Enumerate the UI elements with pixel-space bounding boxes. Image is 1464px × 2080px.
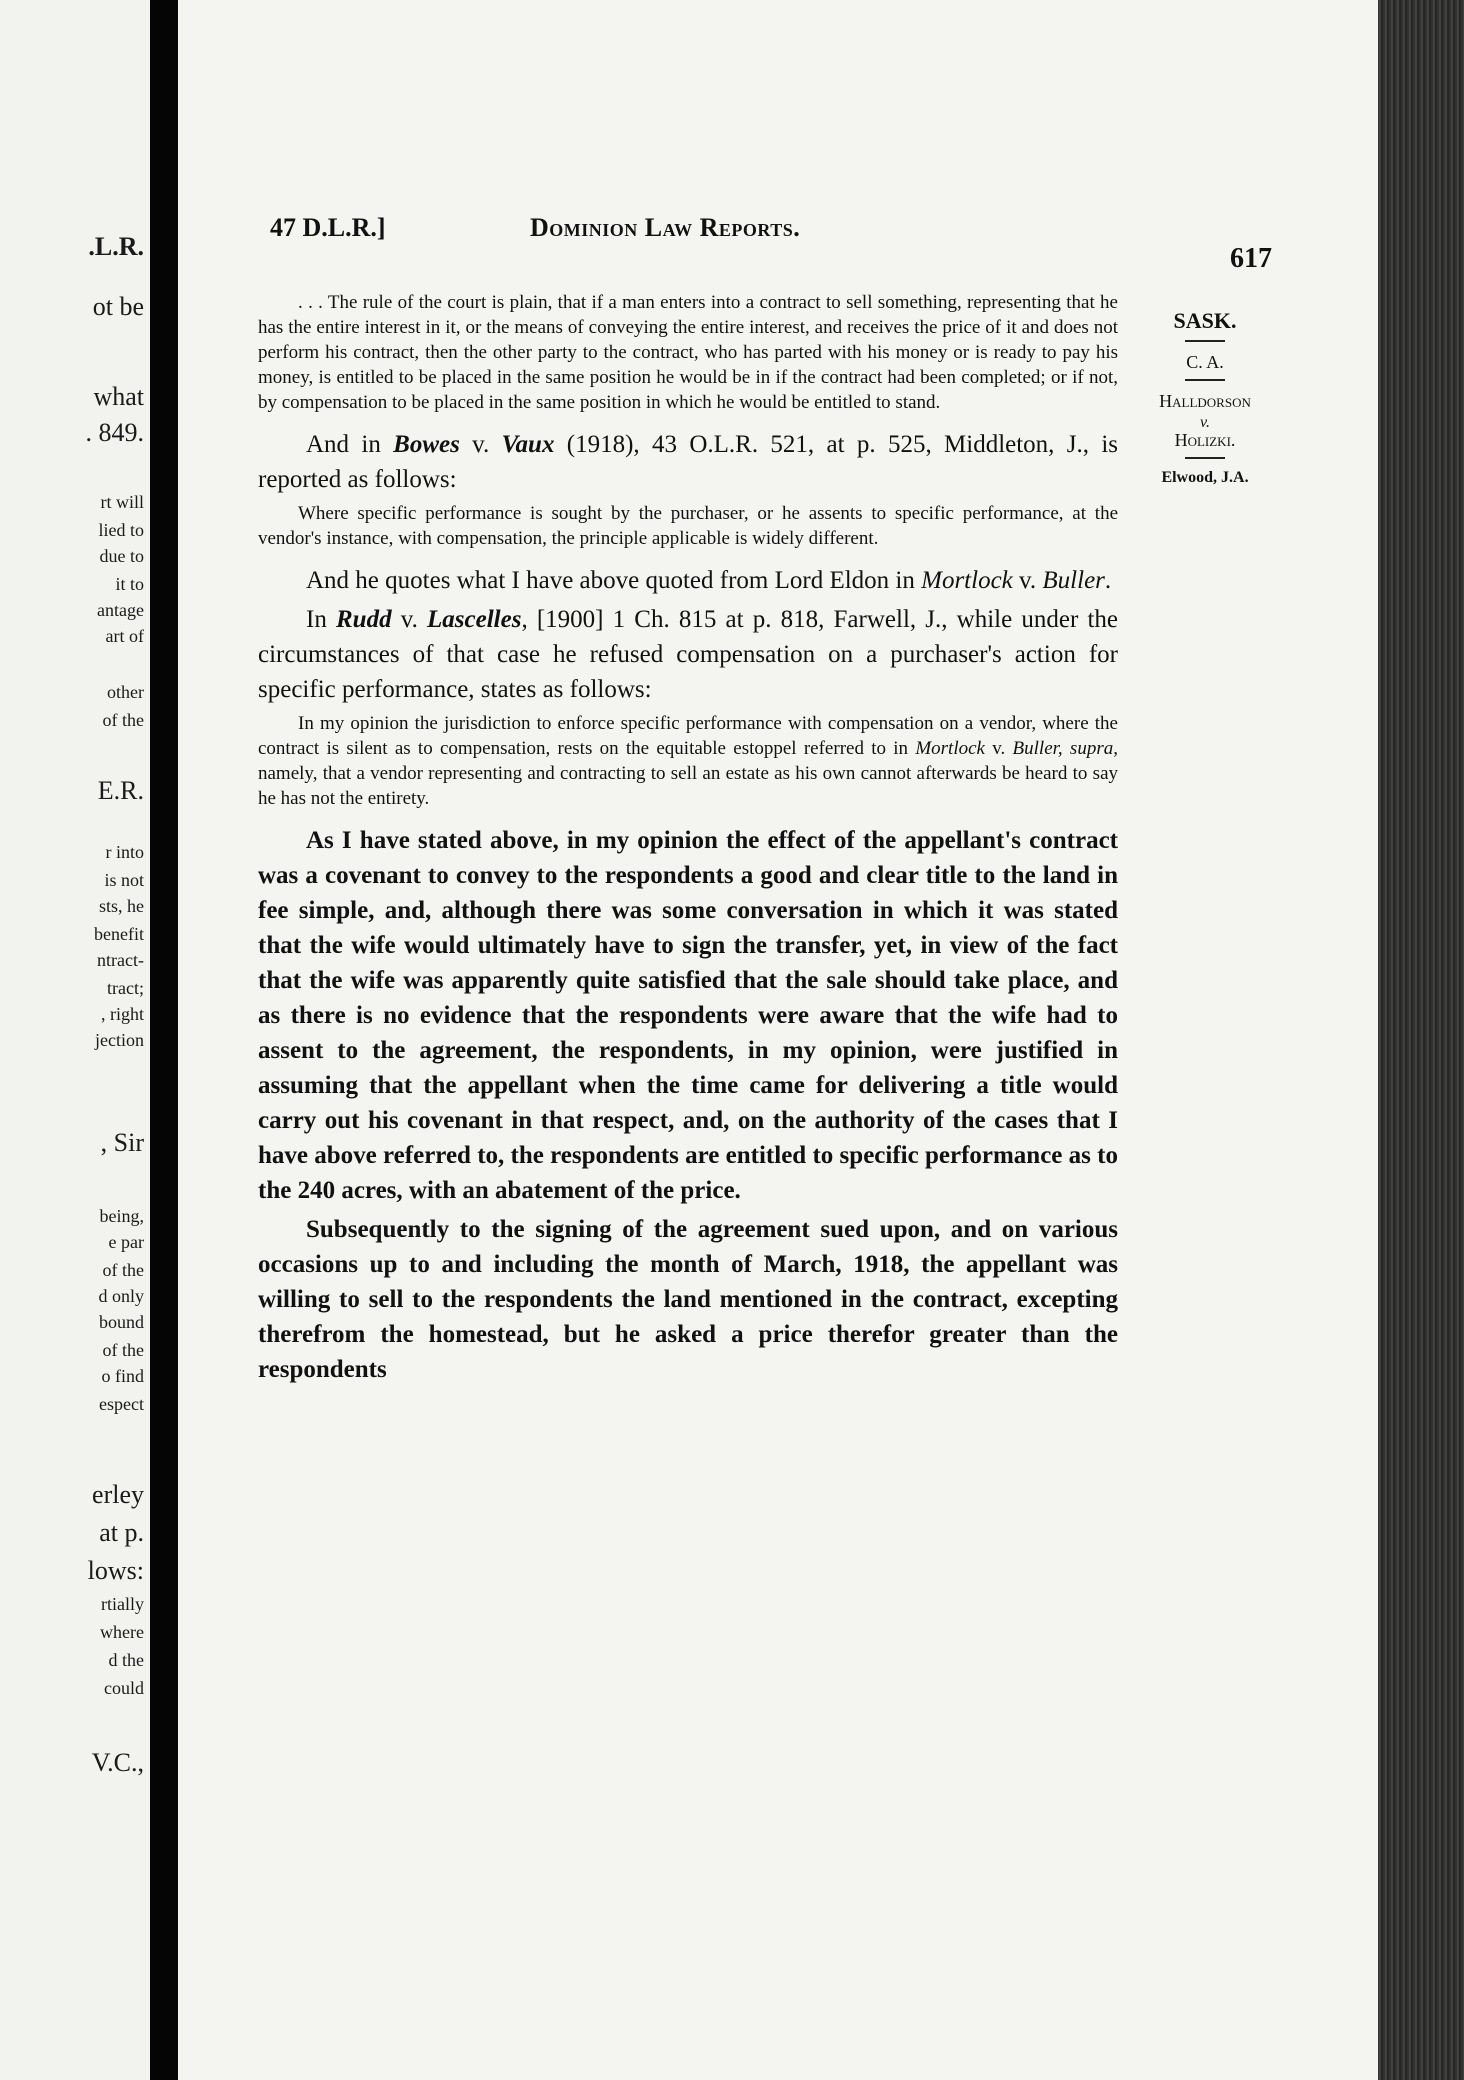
facing-page-fragment: it to (115, 574, 144, 594)
facing-page-fragment: benefit (94, 924, 144, 944)
facing-page-fragment: bound (99, 1312, 144, 1332)
facing-page-fragment: rtially (101, 1594, 144, 1614)
facing-page-fragment: o find (101, 1366, 144, 1386)
facing-page-fragment: antage (97, 600, 144, 620)
margin-rule (1185, 340, 1225, 342)
paragraph-1: And in Bowes v. Vaux (1918), 43 O.L.R. 521, at p. 525, Middleton, J., is reported as follows: (258, 431, 1118, 493)
paragraph-3: In Rudd v. Lascelles, [1900] 1 Ch. 815 at p. 818, Farwell, J., while under the circumstances of that case he refused compensation on a purchaser's action for specific performance, states as follows: (258, 606, 1118, 703)
facing-page-fragment: of the (102, 1260, 144, 1280)
facing-page-fragment: where (100, 1622, 144, 1642)
case-name: Buller, supra (1012, 738, 1114, 759)
margin-rule (1185, 379, 1225, 381)
case-name: Rudd (335, 606, 392, 633)
facing-page-fragment: at p. (99, 1518, 144, 1547)
facing-page-fragment: ot be (92, 292, 144, 321)
facing-page-fragment: r into (105, 842, 144, 862)
facing-page-fragment: d the (108, 1650, 144, 1670)
facing-page-fragment: of the (102, 710, 144, 730)
case-name: Mortlock (915, 738, 985, 759)
judge-label: Elwood, J.A. (1161, 469, 1249, 486)
facing-page-fragment: other (107, 682, 144, 702)
paragraph-2: And he quotes what I have above quoted from Lord Eldon in Mortlock v. Buller. (306, 567, 1112, 594)
facing-page-fragment: . 849. (85, 418, 144, 447)
facing-page-fragment: due to (99, 546, 144, 566)
facing-page-fragment: , Sir (100, 1128, 144, 1157)
facing-page-fragment: art of (105, 626, 144, 646)
facing-page-fragment: what (93, 382, 144, 411)
facing-page-fragment: espect (99, 1394, 144, 1414)
facing-page-fragment: .L.R. (88, 232, 144, 261)
facing-page-fragment: of the (102, 1340, 144, 1360)
margin-rule (1185, 457, 1225, 459)
book-gutter (150, 0, 178, 2080)
facing-page-fragment: jection (95, 1030, 144, 1050)
court-label: C. A. (1186, 352, 1224, 372)
reporter-citation: 47 D.L.R.] (270, 213, 386, 242)
versus: v. (1200, 414, 1210, 431)
running-header (270, 213, 1290, 274)
block-quote-1: . . . The rule of the court is plain, that if a man enters into a contract to sell something, representing that he has the entire interest in it, or the means of conveying the entire interest, and receives the price of it and does not perform his contract, then the other party to the contract, who has parted with his money or is ready to pay his money, is entitled to be placed in the same position he would be in if the contract had been completed; or if not, by compensation to be placed in the same position in which he would be entitled to stand. (258, 292, 1118, 413)
facing-page-sliver (0, 0, 150, 2080)
reporter-title: Dominion Law Reports. (530, 213, 801, 242)
facing-page-fragment: E.R. (97, 776, 144, 805)
case-name: Vaux (501, 431, 555, 458)
page-number: 617 (1230, 243, 1272, 274)
facing-page-fragment: is not (104, 870, 144, 890)
party-one: Halldorson (1159, 391, 1251, 411)
facing-page-fragment: ntract- (97, 950, 144, 970)
facing-page-fragment: tract; (107, 978, 144, 998)
facing-page-fragment: could (104, 1678, 144, 1698)
facing-page-fragment: rt will (100, 492, 144, 512)
block-quote-3: In my opinion the jurisdiction to enforce specific performance with compensation on a vendor, where the contract is silent as to compensation, rests on the equitable estoppel referred to in Mortlock v. Buller, supra, namely, that a vendor representing and contracting to sell an estate as his own cannot afterwards be heard to say he has not the entirety. (258, 713, 1118, 809)
block-quote-2: Where specific performance is sought by the purchaser, or he assents to specific performance, at the vendor's instance, with compensation, the principle applicable is widely different. (258, 503, 1118, 549)
facing-page-fragment: e par (108, 1232, 144, 1252)
paragraph-4: As I have stated above, in my opinion the effect of the appellant's contract was a covenant to convey to the respondents a good and clear title to the land in fee simple, and, although there was some conversation in which it was stated that the wife would ultimately have to sign the transfer, yet, in view of the fact that the wife was apparently quite satisfied that the sale should take place, and as there is no evidence that the respondents were aware that the wife had to assent to the agreement, the respondents, in my opinion, were justified in assuming that the appellant when the time came for delivering a title would carry out his covenant in that respect, and, on the authority of the cases that I have above referred to, the respondents are entitled to specific performance as to the 240 acres, with an abatement of the price. (258, 827, 1118, 1204)
facing-page-fragment: , right (101, 1004, 144, 1024)
facing-page-fragment: V.C., (91, 1748, 144, 1777)
case-name: Buller (1042, 567, 1105, 594)
page-edges (1378, 0, 1464, 2080)
case-name: Lascelles (427, 606, 522, 633)
party-two: Holizki. (1174, 430, 1236, 450)
case-name: Mortlock (921, 567, 1013, 594)
facing-page-fragment: sts, he (99, 896, 144, 916)
facing-page-fragment: erley (92, 1480, 144, 1509)
facing-page-fragment: being, (99, 1206, 144, 1226)
facing-page-fragment: lied to (98, 520, 144, 540)
paragraph-5: Subsequently to the signing of the agreement sued upon, and on various occasions up to and including the month of March, 1918, the appellant was willing to sell to the respondents the land mentioned in the contract, excepting therefrom the homestead, but he asked a price therefor greater than the respondents (258, 1216, 1118, 1383)
facing-page-fragment: lows: (87, 1556, 144, 1585)
page-body (258, 290, 1118, 1391)
facing-page-fragment: d only (98, 1286, 144, 1306)
case-name: Bowes (393, 431, 460, 458)
margin-note (1130, 308, 1280, 493)
province-label: SASK. (1173, 308, 1237, 333)
